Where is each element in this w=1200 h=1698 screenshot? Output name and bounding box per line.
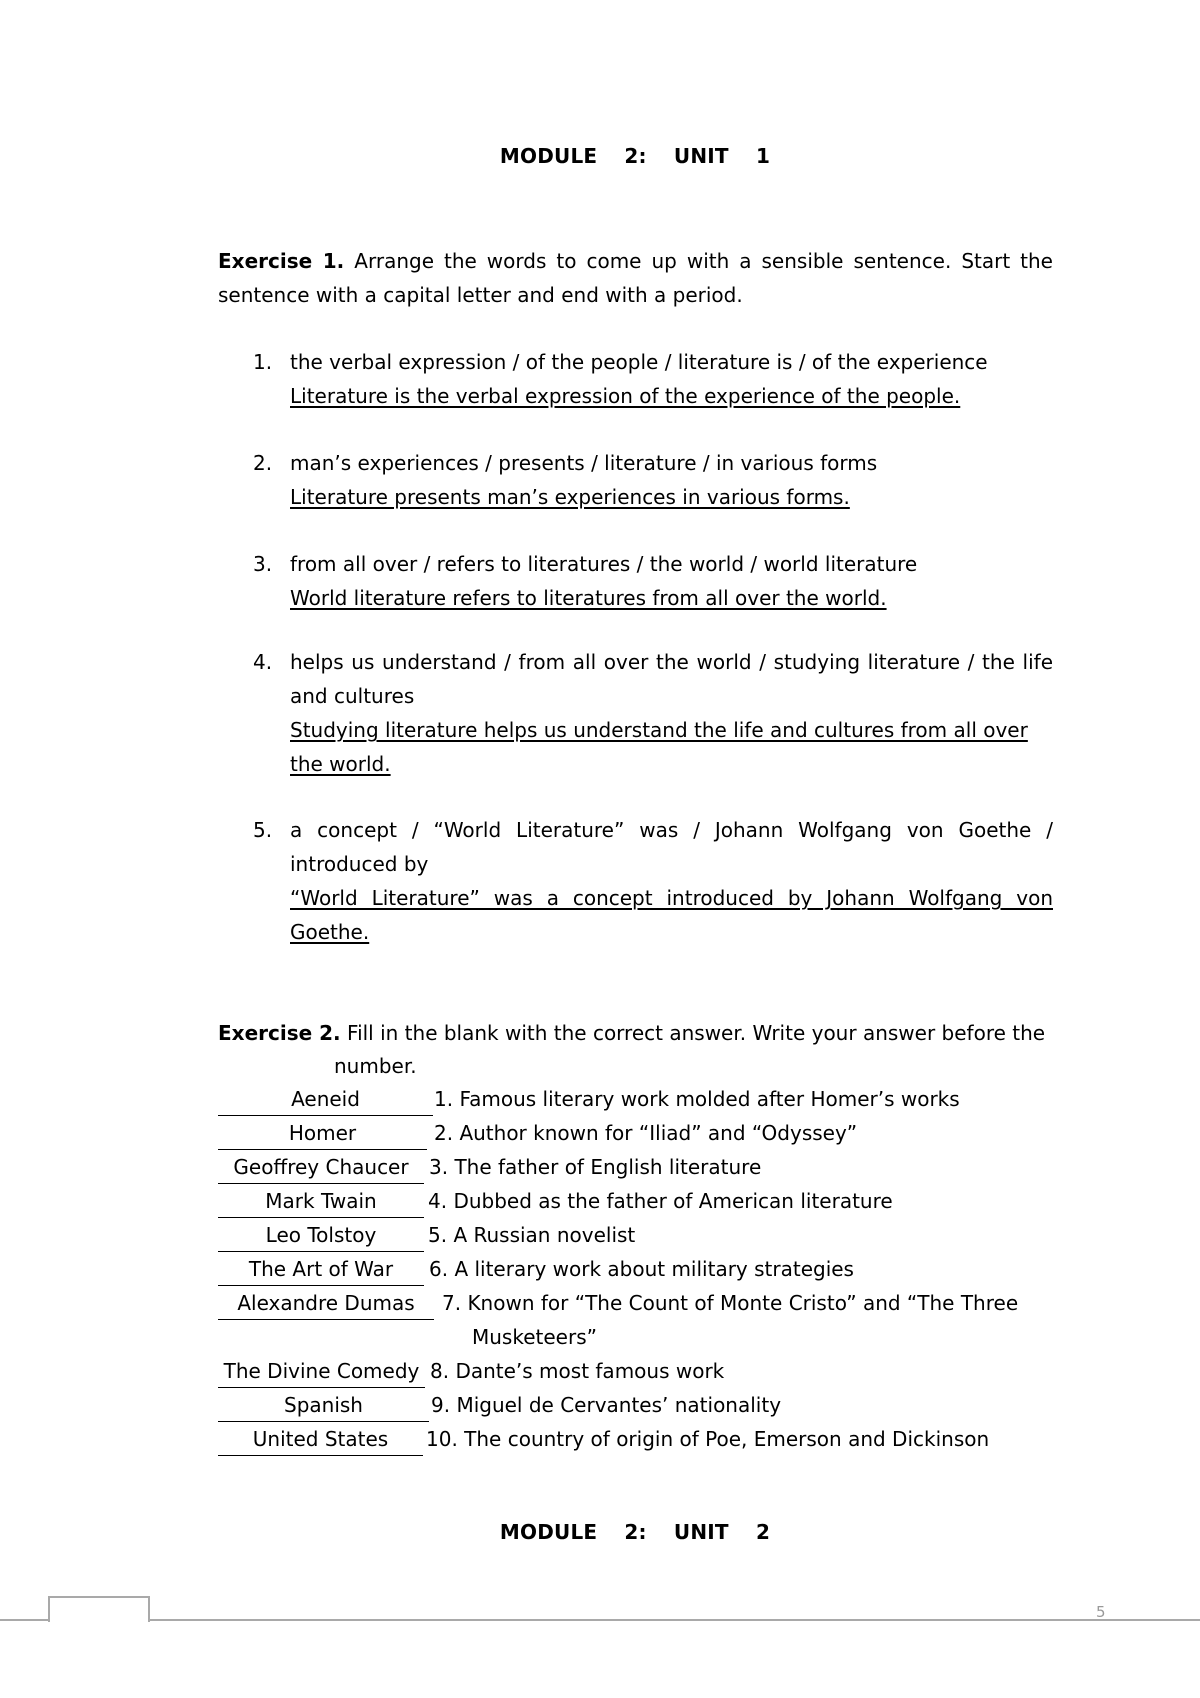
item-number: 4. bbox=[253, 650, 273, 674]
page-number: 5 bbox=[1096, 1603, 1106, 1621]
item-answer: Literature presents man’s experiences in various forms. bbox=[290, 485, 850, 509]
answer-blank[interactable]: Aeneid bbox=[218, 1082, 433, 1116]
answer-blank[interactable]: Geoffrey Chaucer bbox=[218, 1150, 424, 1184]
item-number: 5. bbox=[253, 818, 273, 842]
answer-blank[interactable]: Leo Tolstoy bbox=[218, 1218, 424, 1252]
item-prompt: a concept / “World Literature” was / Johann Wolfgang von Goethe / introduced by bbox=[290, 818, 1053, 876]
exercise-1-text: Arrange the words to come up with a sensible sentence. Start the sentence with a capital letter and end with a period. bbox=[218, 249, 1053, 307]
question-text: 7. Known for “The Count of Monte Cristo” and “The Three bbox=[442, 1291, 1019, 1315]
fill-in-row bbox=[218, 1286, 1053, 1354]
module-unit-1-heading: MODULE 2: UNIT 1 bbox=[499, 144, 771, 168]
item-number: 2. bbox=[253, 451, 273, 475]
module-unit-2-heading: MODULE 2: UNIT 2 bbox=[499, 1520, 771, 1544]
fill-in-row bbox=[218, 1218, 1053, 1252]
exercise-2-instruction bbox=[218, 1016, 1053, 1050]
question-text: 8. Dante’s most famous work bbox=[430, 1359, 725, 1383]
item-answer: World literature refers to literatures from all over the world. bbox=[290, 586, 887, 610]
fill-in-row bbox=[218, 1184, 1053, 1218]
item-prompt: man’s experiences / presents / literature / in various forms bbox=[290, 451, 878, 475]
answer-blank[interactable]: United States bbox=[218, 1422, 423, 1456]
answer-blank[interactable]: The Art of War bbox=[218, 1252, 424, 1286]
item-number: 3. bbox=[253, 552, 273, 576]
item-prompt: from all over / refers to literatures / the world / world literature bbox=[290, 552, 918, 576]
question-text: 9. Miguel de Cervantes’ nationality bbox=[431, 1393, 782, 1417]
item-prompt: helps us understand / from all over the world / studying literature / the life and cultures bbox=[290, 650, 1053, 708]
item-answer: “World Literature” was a concept introduced by Johann Wolfgang von Goethe. bbox=[290, 886, 1053, 944]
item-answer: Studying literature helps us understand the life and cultures from all over the world. bbox=[290, 718, 1028, 776]
exercise-2-label: Exercise 2. bbox=[218, 1021, 341, 1045]
exercise-2-instruction-continued: number. bbox=[334, 1054, 417, 1078]
footer-tab-shape bbox=[48, 1596, 150, 1622]
answer-blank[interactable]: Mark Twain bbox=[218, 1184, 424, 1218]
fill-in-row bbox=[218, 1252, 1053, 1286]
fill-in-row bbox=[218, 1116, 1053, 1150]
fill-in-row bbox=[218, 1354, 1053, 1388]
question-text: 2. Author known for “Iliad” and “Odyssey” bbox=[434, 1121, 858, 1145]
exercise-1-instruction bbox=[218, 244, 1053, 312]
answer-blank[interactable]: Spanish bbox=[218, 1388, 429, 1422]
question-text-continued: Musketeers” bbox=[472, 1325, 597, 1349]
item-answer: Literature is the verbal expression of the experience of the people. bbox=[290, 384, 961, 408]
question-text: 6. A literary work about military strategies bbox=[429, 1257, 854, 1281]
footer-rule bbox=[0, 1619, 1200, 1621]
fill-in-row bbox=[218, 1422, 1053, 1456]
question-text: 1. Famous literary work molded after Homer’s works bbox=[434, 1087, 960, 1111]
question-text: 3. The father of English literature bbox=[429, 1155, 762, 1179]
question-text: 4. Dubbed as the father of American literature bbox=[428, 1189, 893, 1213]
fill-in-row bbox=[218, 1150, 1053, 1184]
exercise-2-text: Fill in the blank with the correct answer. Write your answer before the bbox=[340, 1021, 1046, 1045]
item-prompt: the verbal expression / of the people / literature is / of the experience bbox=[290, 350, 988, 374]
answer-blank[interactable]: The Divine Comedy bbox=[218, 1354, 425, 1388]
fill-in-row bbox=[218, 1082, 1053, 1116]
answer-blank[interactable]: Homer bbox=[218, 1116, 427, 1150]
exercise-1-label: Exercise 1. bbox=[218, 249, 345, 273]
fill-in-row bbox=[218, 1388, 1053, 1422]
question-text: 10. The country of origin of Poe, Emerson and Dickinson bbox=[426, 1427, 990, 1451]
question-text: 5. A Russian novelist bbox=[428, 1223, 636, 1247]
item-number: 1. bbox=[253, 350, 273, 374]
answer-blank[interactable]: Alexandre Dumas bbox=[218, 1286, 434, 1320]
